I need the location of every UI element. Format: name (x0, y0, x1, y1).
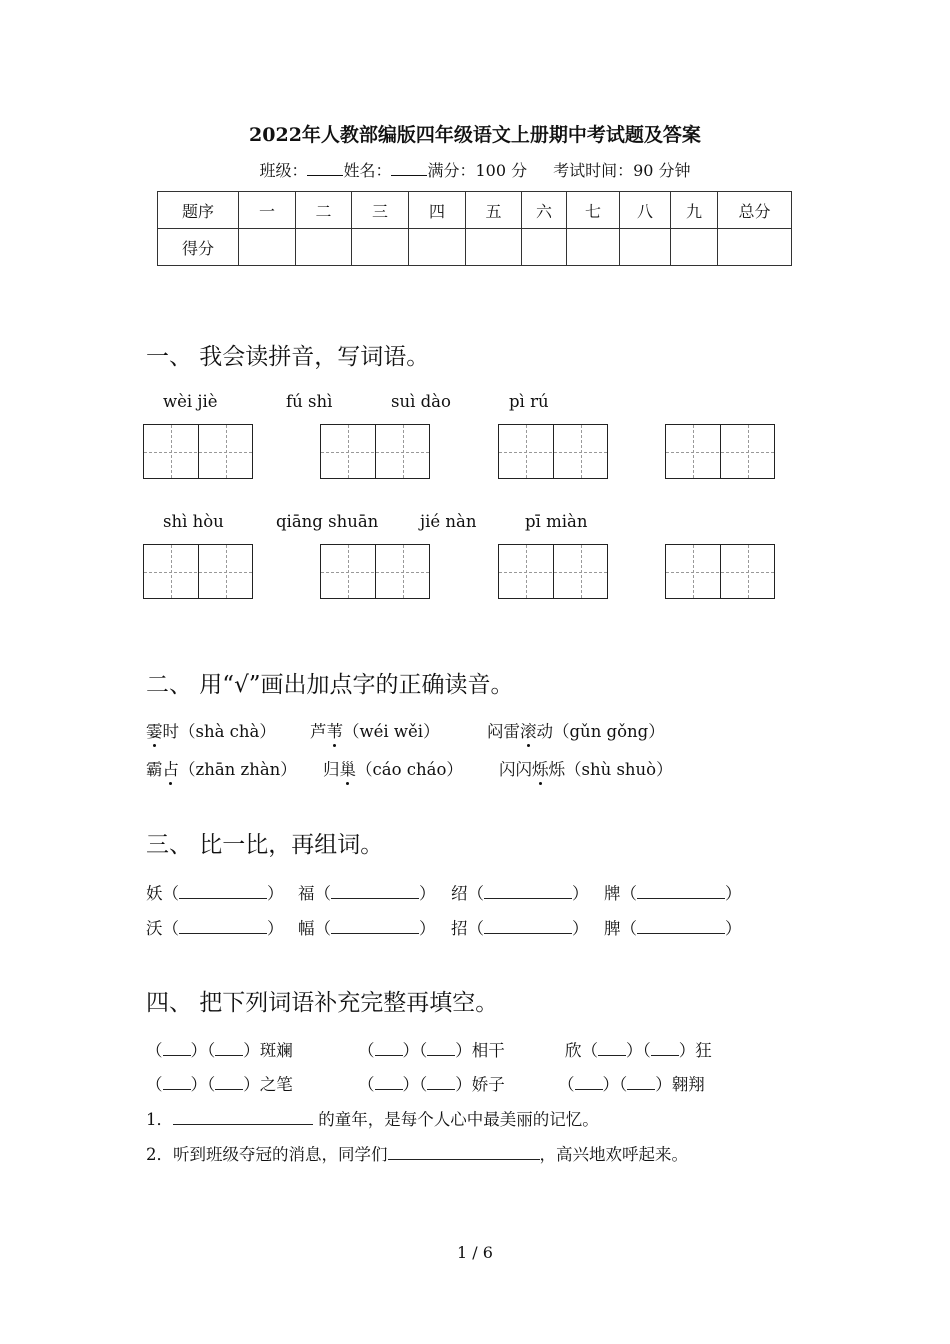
section-2-heading: 二、 用“√”画出加点字的正确读音。 (146, 672, 514, 698)
score-cell[interactable] (718, 229, 792, 266)
compare-char: 福 (298, 884, 315, 903)
question-text: 2．听到班级夺冠的消息，同学们 (146, 1145, 388, 1164)
score-header-cell: 总分 (718, 192, 792, 229)
dotted-char: 巢 (340, 756, 357, 780)
idiom-item[interactable]: （ ）（ ）相干 (358, 1041, 505, 1060)
score-header-cell: 四 (409, 192, 466, 229)
word-group-item[interactable]: 福（ ） (298, 884, 436, 903)
reading-item[interactable] (146, 756, 297, 780)
writing-grid[interactable] (320, 424, 430, 479)
word-group-item[interactable]: 绍（ ） (451, 884, 589, 903)
item-text: 归 (323, 760, 340, 779)
writing-grid[interactable] (143, 424, 253, 479)
question-text: 的童年，是每个人心中最美丽的记忆。 (313, 1110, 599, 1129)
score-cell[interactable] (620, 229, 671, 266)
score-header-row (158, 192, 792, 229)
score-header-cell: 三 (352, 192, 409, 229)
dotted-char: 霎 (146, 718, 163, 742)
reading-item[interactable] (310, 718, 440, 742)
score-header-cell: 七 (567, 192, 620, 229)
pinyin: pì rú (509, 392, 549, 411)
idiom-text: 欣 (565, 1041, 582, 1060)
word-group-item[interactable]: 沃（ ） (146, 919, 284, 938)
word-group-item[interactable]: 招（ ） (451, 919, 589, 938)
name-label: 姓名： (343, 161, 392, 180)
dotted-char: 苇 (327, 718, 344, 742)
exam-info (0, 158, 950, 181)
answer-blank[interactable] (173, 1110, 313, 1125)
item-text: 时（shà chà） (162, 722, 276, 741)
idiom-text: 斑斓 (259, 1041, 293, 1060)
section-3-heading: 三、 比一比，再组词。 (146, 832, 384, 858)
score-header-cell: 一 (239, 192, 296, 229)
pinyin: shì hòu (163, 512, 224, 531)
score-header-cell: 六 (522, 192, 567, 229)
score-table (157, 191, 792, 266)
item-text: 闷雷 (487, 722, 520, 741)
exam-time: 考试时间：90 分钟 (553, 161, 691, 180)
writing-grid[interactable] (498, 544, 608, 599)
compare-char: 沃 (146, 919, 163, 938)
class-blank[interactable] (307, 161, 343, 176)
question-number: 1． (146, 1110, 173, 1129)
idiom-item[interactable]: 欣（ ）（ ）狂 (565, 1041, 712, 1060)
fill-question-2[interactable] (146, 1141, 688, 1165)
item-text: 烁（shù shuò） (548, 760, 673, 779)
score-header-cell: 二 (296, 192, 352, 229)
pinyin: suì dào (391, 392, 451, 411)
idiom-text: 之笔 (259, 1075, 293, 1094)
word-group-item[interactable]: 妖（ ） (146, 884, 284, 903)
page-number: 1 / 6 (457, 1243, 493, 1262)
name-blank[interactable] (391, 161, 427, 176)
reading-item[interactable] (146, 718, 276, 742)
item-text: （wéi wěi） (343, 722, 440, 741)
score-cell[interactable] (352, 229, 409, 266)
reading-item[interactable] (323, 756, 463, 780)
item-text: 霸 (146, 760, 163, 779)
compare-char: 脾 (604, 919, 621, 938)
pinyin: wèi jiè (163, 392, 218, 411)
dotted-char: 滚 (520, 718, 537, 742)
score-header-cell: 五 (466, 192, 522, 229)
section-4-heading: 四、 把下列词语补充完整再填空。 (146, 990, 499, 1016)
item-text: 闪闪 (499, 760, 532, 779)
idiom-text: 娇子 (471, 1075, 505, 1094)
compare-char: 妖 (146, 884, 163, 903)
idiom-text: 狂 (695, 1041, 712, 1060)
score-cell[interactable] (567, 229, 620, 266)
writing-grid[interactable] (665, 424, 775, 479)
question-text: ，高兴地欢呼起来。 (539, 1145, 688, 1164)
word-group-item[interactable]: 牌（ ） (604, 884, 742, 903)
score-cell[interactable] (522, 229, 567, 266)
idiom-item[interactable]: （ ）（ ）娇子 (358, 1075, 505, 1094)
pinyin: pī miàn (525, 512, 588, 531)
writing-grid[interactable] (320, 544, 430, 599)
score-cell[interactable] (466, 229, 522, 266)
item-text: 芦 (310, 722, 327, 741)
pinyin: jié nàn (420, 512, 477, 531)
reading-item[interactable] (487, 718, 665, 742)
score-value-row (158, 229, 792, 266)
score-cell[interactable] (296, 229, 352, 266)
compare-char: 幅 (298, 919, 315, 938)
idiom-item[interactable]: （ ）（ ）之笔 (146, 1075, 293, 1094)
writing-grid[interactable] (498, 424, 608, 479)
item-text: （cáo cháo） (356, 760, 463, 779)
writing-grid[interactable] (665, 544, 775, 599)
pinyin: qiāng shuān (276, 512, 379, 531)
pinyin: fú shì (286, 392, 333, 411)
compare-char: 招 (451, 919, 468, 938)
word-group-item[interactable]: 幅（ ） (298, 919, 436, 938)
section-1-heading: 一、 我会读拼音，写词语。 (146, 344, 430, 370)
idiom-text: 翱翔 (671, 1075, 705, 1094)
compare-char: 牌 (604, 884, 621, 903)
score-cell[interactable] (239, 229, 296, 266)
item-text: 动（gǔn gǒng） (536, 722, 665, 741)
fill-question-1[interactable] (146, 1106, 599, 1130)
compare-char: 绍 (451, 884, 468, 903)
score-header-cell: 八 (620, 192, 671, 229)
score-cell[interactable] (671, 229, 718, 266)
score-header-cell: 九 (671, 192, 718, 229)
answer-blank[interactable] (388, 1145, 540, 1160)
score-cell[interactable] (409, 229, 466, 266)
dotted-char: 烁 (532, 756, 549, 780)
page-title: 2022年人教部编版四年级语文上册期中考试题及答案 (249, 124, 701, 146)
idiom-item[interactable]: （ ）（ ）斑斓 (146, 1041, 293, 1060)
class-label: 班级： (259, 161, 308, 180)
dotted-char: 占 (163, 756, 180, 780)
score-header-cell: 题序 (158, 192, 239, 229)
score-row-label: 得分 (158, 229, 239, 266)
reading-item[interactable] (499, 756, 673, 780)
word-group-item[interactable]: 脾（ ） (604, 919, 742, 938)
full-score: 满分：100 分 (427, 161, 528, 180)
item-text: （zhān zhàn） (179, 760, 297, 779)
idiom-text: 相干 (471, 1041, 505, 1060)
writing-grid[interactable] (143, 544, 253, 599)
idiom-item[interactable]: （ ）（ ）翱翔 (558, 1075, 705, 1094)
